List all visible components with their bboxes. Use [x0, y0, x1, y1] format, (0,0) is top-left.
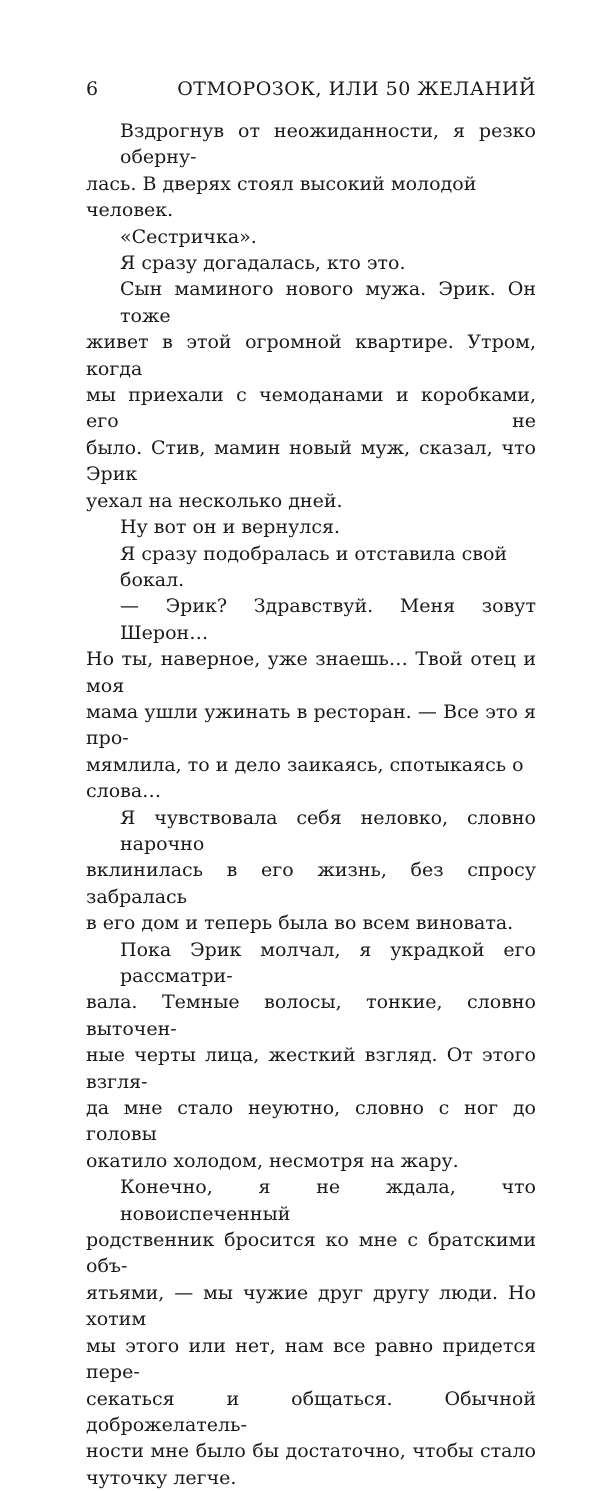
paragraph	[86, 118, 536, 224]
text-line: было. Стив, мамин новый муж, сказал, что Эрик	[86, 436, 536, 486]
text-line: лась. В дверях стоял высокий молодой человек.	[86, 172, 477, 222]
text-line: Я сразу подобралась и отставила свой бокал.	[120, 542, 508, 591]
text-line: мама ушли ужинать в ресторан. — Все это я про-	[86, 700, 536, 750]
paragraph	[86, 1174, 536, 1491]
text-line: Пока Эрик молчал, я украдкой его рассматри-	[120, 938, 536, 987]
text-line: вала. Темные волосы, тонкие, словно выточен-	[86, 991, 536, 1040]
text-line: родственник бросится ко мне с братскими объ-	[86, 1229, 536, 1278]
paragraph	[86, 805, 536, 937]
text-line: Вздрогнув от неожиданности, я резко оберну-	[120, 120, 536, 169]
running-head	[86, 74, 536, 104]
running-title: ОТМОРОЗОК, ИЛИ 50 ЖЕЛАНИЙ	[177, 78, 536, 100]
paragraph	[86, 514, 536, 540]
text-line: мы приехали с чемоданами и коробками, его не	[86, 384, 536, 433]
text-line: да мне стало неуютно, словно с ног до головы	[86, 1097, 536, 1146]
text-line: вклинилась в его жизнь, без спросу забралась	[86, 859, 536, 908]
text-line: живет в этой огромной квартире. Утром, когда	[86, 331, 536, 380]
text-line: Конечно, я не ждала, что новоиспеченный	[120, 1176, 536, 1225]
text-line: окатило холодом, несмотря на жару.	[86, 1149, 459, 1172]
text-line: — Эрик? Здравствуй. Меня зовут Шерон…	[120, 595, 536, 644]
text-line: Я чувствовала себя неловко, словно нарочно	[120, 806, 536, 855]
paragraph	[86, 224, 536, 250]
text-line: Ну вот он и вернулся.	[120, 516, 341, 539]
text-line: в его дом и теперь была во всем виновата.	[86, 912, 514, 935]
body-text	[86, 118, 536, 1491]
paragraph	[86, 937, 536, 1175]
text-line: мы этого или нет, нам все равно придется пере-	[86, 1334, 536, 1384]
text-line: Сын маминого нового мужа. Эрик. Он тоже	[120, 278, 536, 327]
text-line: «Сестричка».	[120, 225, 257, 248]
paragraph	[86, 593, 536, 804]
page-number: 6	[86, 78, 99, 100]
text-line: Я сразу догадалась, кто это.	[120, 252, 406, 275]
text-line: ности мне было бы достаточно, чтобы стало	[86, 1440, 536, 1463]
text-line: Но ты, наверное, уже знаешь… Твой отец и моя	[86, 648, 536, 697]
paragraph	[86, 276, 536, 514]
paragraph	[86, 250, 536, 276]
paragraph	[86, 541, 536, 594]
text-line: секаться и общаться. Обычной доброжелатель-	[86, 1387, 536, 1436]
text-line: ные черты лица, жесткий взгляд. От этого взгля-	[86, 1044, 536, 1093]
text-line: чуточку легче.	[86, 1466, 237, 1489]
text-line: ятьями, — мы чужие друг другу люди. Но хотим	[86, 1281, 536, 1331]
text-line: мямлила, то и дело заикаясь, спотыкаясь о слова…	[86, 753, 524, 803]
text-line: уехал на несколько дней.	[86, 489, 343, 512]
